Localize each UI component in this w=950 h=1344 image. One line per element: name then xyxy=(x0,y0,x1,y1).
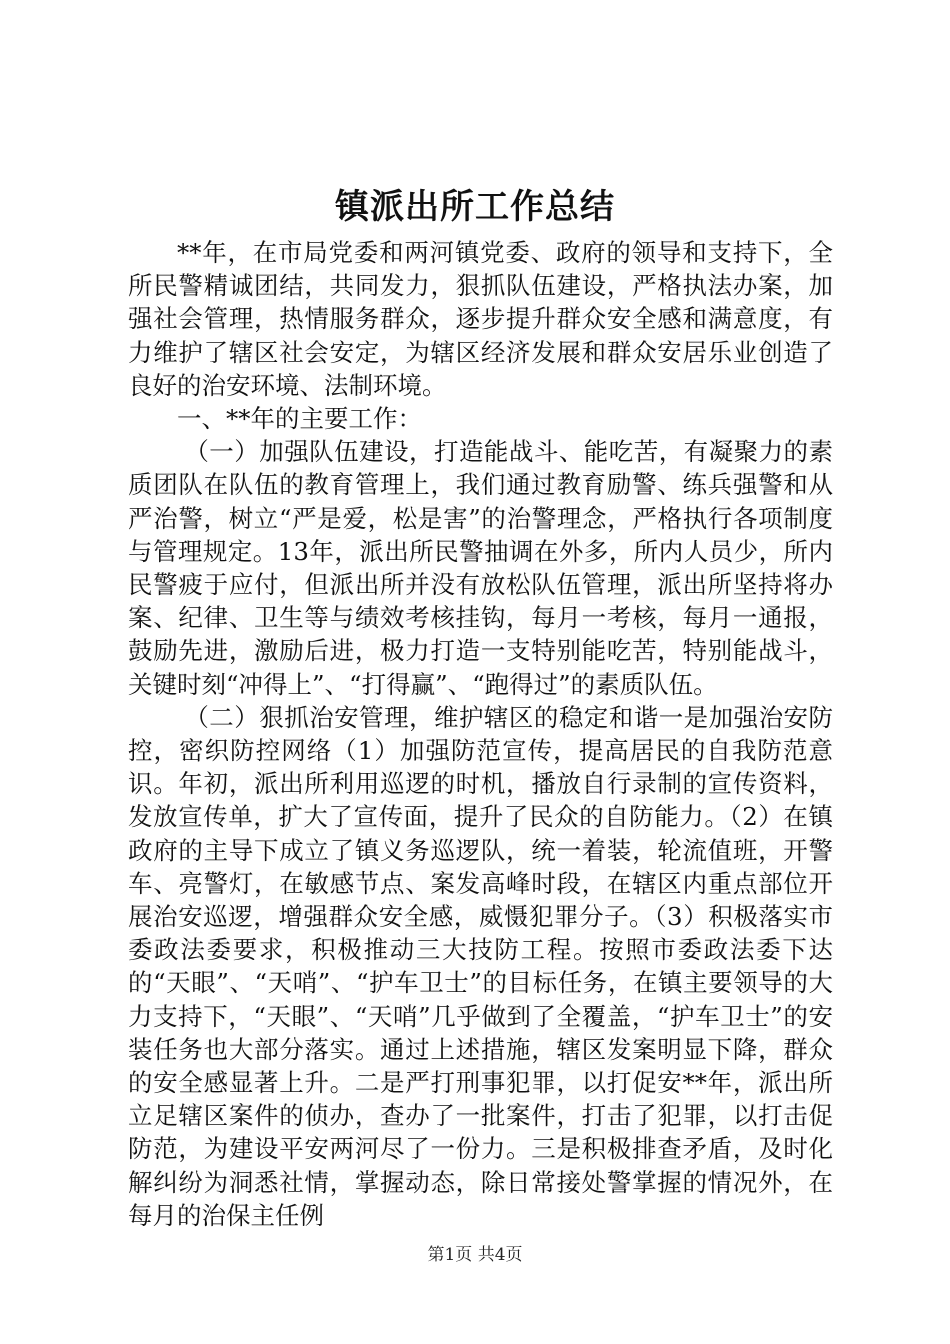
page-number-footer: 第1页 共4页 xyxy=(427,1245,523,1265)
section-heading-main-work: 一、**年的主要工作： xyxy=(177,404,422,434)
paragraph-public-security: （二）狠抓治安管理，维护辖区的稳定和谐一是加强治安防控，密织防控网络（1）加强防范宣传，提高居民的自我防范意识。年初，派出所利用巡逻的时机，播放自行录制的宣传资料，发放宣传单，扩大了宣传面，提升了民众的自防能力。（2）在镇政府的主导下成立了镇义务巡逻队，统一着装，轮流值班，开警车、亮警灯，在敏感节点、案发高峰时段，在辖区内重点部位开展治安巡逻，增强群众安全感，威慑犯罪分子。（3）积极落实市委政法委要求，积极推动三大技防工程。按照市委政法委下达的“天眼”、“天哨”、“护车卫士”的目标任务，在镇主要领导的大力支持下，“天眼”、“天哨”几乎做到了全覆盖，“护车卫士”的安装任务也大部分落实。通过上述措施，辖区发案明显下降，群众的安全感显著上升。二是严打刑事犯罪，以打促安**年，派出所立足辖区案件的侦办，查办了一批案件，打击了犯罪，以打击促防范，为建设平安两河尽了一份力。三是积极排查矛盾，及时化解纠纷为洞悉社情，掌握动态，除日常接处警掌握的情况外，在每月的治保主任例 xyxy=(128,702,833,1230)
paragraph-team-building: （一）加强队伍建设，打造能战斗、能吃苦，有凝聚力的素质团队在队伍的教育管理上，我们通过教育励警、练兵强警和从严治警，树立“严是爱，松是害”的治警理念，严格执行各项制度与管理规定。13年，派出所民警抽调在外多，所内人员少，所内民警疲于应付，但派出所并没有放松队伍管理，派出所坚持将办案、纪律、卫生等与绩效考核挂钩，每月一考核，每月一通报，鼓励先进，激励后进，极力打造一支特别能吃苦，特别能战斗，关键时刻“冲得上”、“打得赢”、“跑得过”的素质队伍。 xyxy=(128,437,833,699)
document-body xyxy=(128,236,833,1232)
intro-paragraph: **年，在市局党委和两河镇党委、政府的领导和支持下，全所民警精诚团结，共同发力，狠抓队伍建设，严格执法办案，加强社会管理，热情服务群众，逐步提升群众安全感和满意度，有力维护了辖区社会安定，为辖区经济发展和群众安居乐业创造了良好的治安环境、法制环境。 xyxy=(128,238,833,400)
document-title: 镇派出所工作总结 xyxy=(335,187,615,227)
